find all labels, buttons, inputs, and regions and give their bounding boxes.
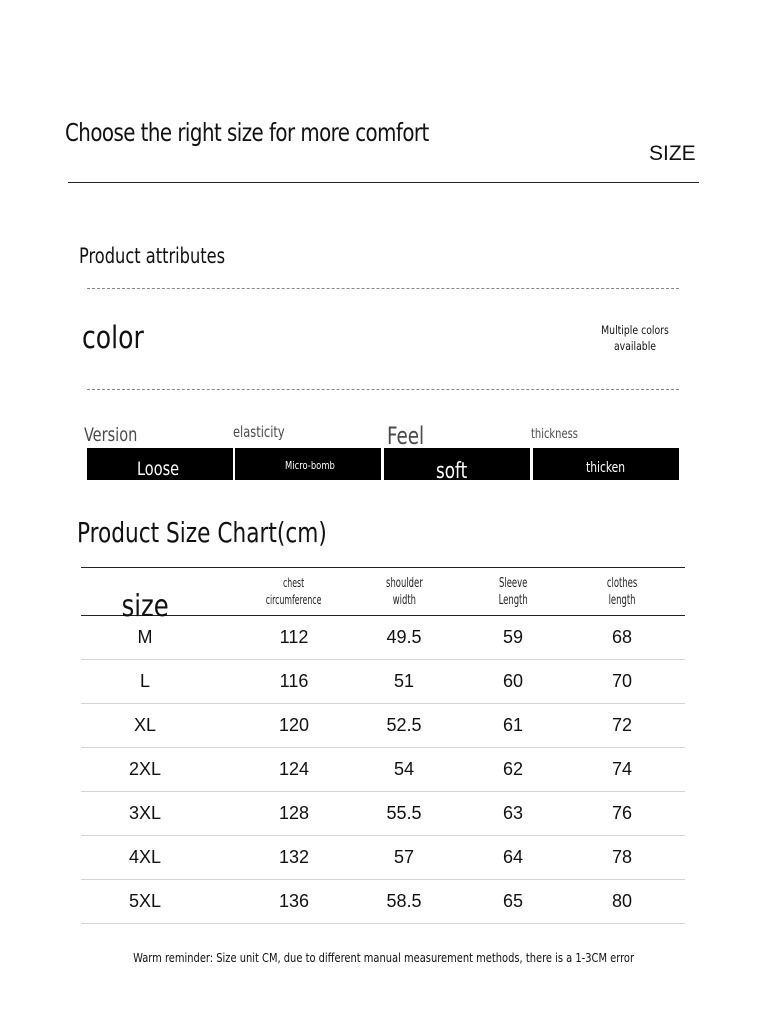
table-row	[81, 747, 685, 792]
column-header-label: circumference	[266, 592, 322, 607]
table-row	[81, 659, 685, 704]
cell-shoulder: 52.5	[386, 714, 422, 735]
cell-size: L	[139, 670, 150, 691]
attribute-caption: Feel	[387, 422, 425, 450]
cell-shoulder: 49.5	[386, 626, 422, 647]
cell-sleeve: 63	[502, 802, 524, 823]
column-header-label: chest	[283, 575, 305, 590]
cell-size: 3XL	[128, 802, 162, 823]
cell-size: 4XL	[128, 846, 162, 867]
cell-shoulder: 54	[393, 758, 415, 779]
cell-chest: 132	[278, 846, 310, 867]
cell-chest: 136	[278, 890, 310, 911]
column-header-sleeve	[453, 568, 573, 615]
cell-chest: 116	[279, 670, 309, 691]
table-row	[81, 791, 685, 836]
attribute-value: thicken	[586, 460, 626, 476]
size-label: SIZE	[649, 142, 696, 165]
cell-clothes-length: 72	[611, 714, 633, 735]
cell-sleeve: 65	[502, 890, 524, 911]
table-row	[81, 615, 685, 660]
cell-sleeve: 59	[502, 626, 524, 647]
column-header-shoulder	[344, 568, 464, 615]
color-value-line: Multiple colors	[601, 323, 669, 337]
cell-clothes-length: 74	[611, 758, 633, 779]
cell-chest: 128	[278, 802, 310, 823]
color-value-line: available	[613, 339, 657, 353]
attribute-value: Micro-bomb	[285, 459, 335, 472]
cell-sleeve: 64	[502, 846, 524, 867]
cell-clothes-length: 68	[611, 626, 633, 647]
color-value	[595, 322, 676, 354]
column-header-size	[85, 568, 205, 624]
cell-sleeve: 60	[502, 670, 524, 691]
cell-size: 5XL	[128, 890, 162, 911]
cell-chest: 120	[278, 714, 310, 735]
table-row	[81, 703, 685, 748]
column-header-label: shoulder	[385, 575, 423, 591]
cell-size: 2XL	[128, 758, 162, 779]
attributes-heading: Product attributes	[79, 244, 226, 268]
table-header	[81, 568, 685, 624]
attribute-caption: thickness	[531, 427, 578, 442]
cell-shoulder: 58.5	[386, 890, 422, 911]
cell-clothes-length: 80	[611, 890, 633, 911]
cell-clothes-length: 78	[611, 846, 633, 867]
cell-sleeve: 61	[502, 714, 524, 735]
color-label: color	[82, 320, 144, 356]
header-divider	[68, 182, 699, 183]
table-row	[81, 879, 685, 924]
page-title: Choose the right size for more comfort	[65, 118, 429, 147]
attribute-caption: elasticity	[233, 423, 285, 441]
column-header-label: Sleeve	[498, 575, 528, 591]
column-header-label: size	[121, 589, 169, 624]
column-header-label: clothes	[606, 575, 638, 591]
cell-clothes-length: 76	[611, 802, 633, 823]
cell-chest: 112	[279, 626, 309, 647]
cell-clothes-length: 70	[611, 670, 633, 691]
cell-sleeve: 62	[502, 758, 524, 779]
column-header-chest	[234, 568, 354, 615]
dashed-divider	[87, 288, 679, 289]
footnote	[0, 950, 768, 965]
cell-size: XL	[133, 714, 157, 735]
cell-shoulder: 51	[393, 670, 415, 691]
table-row	[81, 835, 685, 880]
footnote-text: Warm reminder: Size unit CM, due to different manual measurement methods, there is a 1-3CM error	[133, 950, 635, 965]
cell-shoulder: 55.5	[386, 802, 422, 823]
column-header-label: length	[608, 592, 636, 608]
cell-shoulder: 57	[393, 846, 415, 867]
column-header-label: Length	[498, 592, 528, 608]
cell-size: M	[137, 626, 153, 647]
attribute-value: Loose	[137, 458, 180, 480]
cell-chest: 124	[278, 758, 310, 779]
column-header-clothes-length	[562, 568, 682, 615]
column-header-label: width	[392, 592, 416, 608]
attribute-value: soft	[436, 459, 468, 484]
dashed-divider	[87, 389, 679, 390]
size-chart-heading: Product Size Chart(cm)	[77, 516, 327, 549]
attribute-caption: Version	[84, 424, 138, 446]
